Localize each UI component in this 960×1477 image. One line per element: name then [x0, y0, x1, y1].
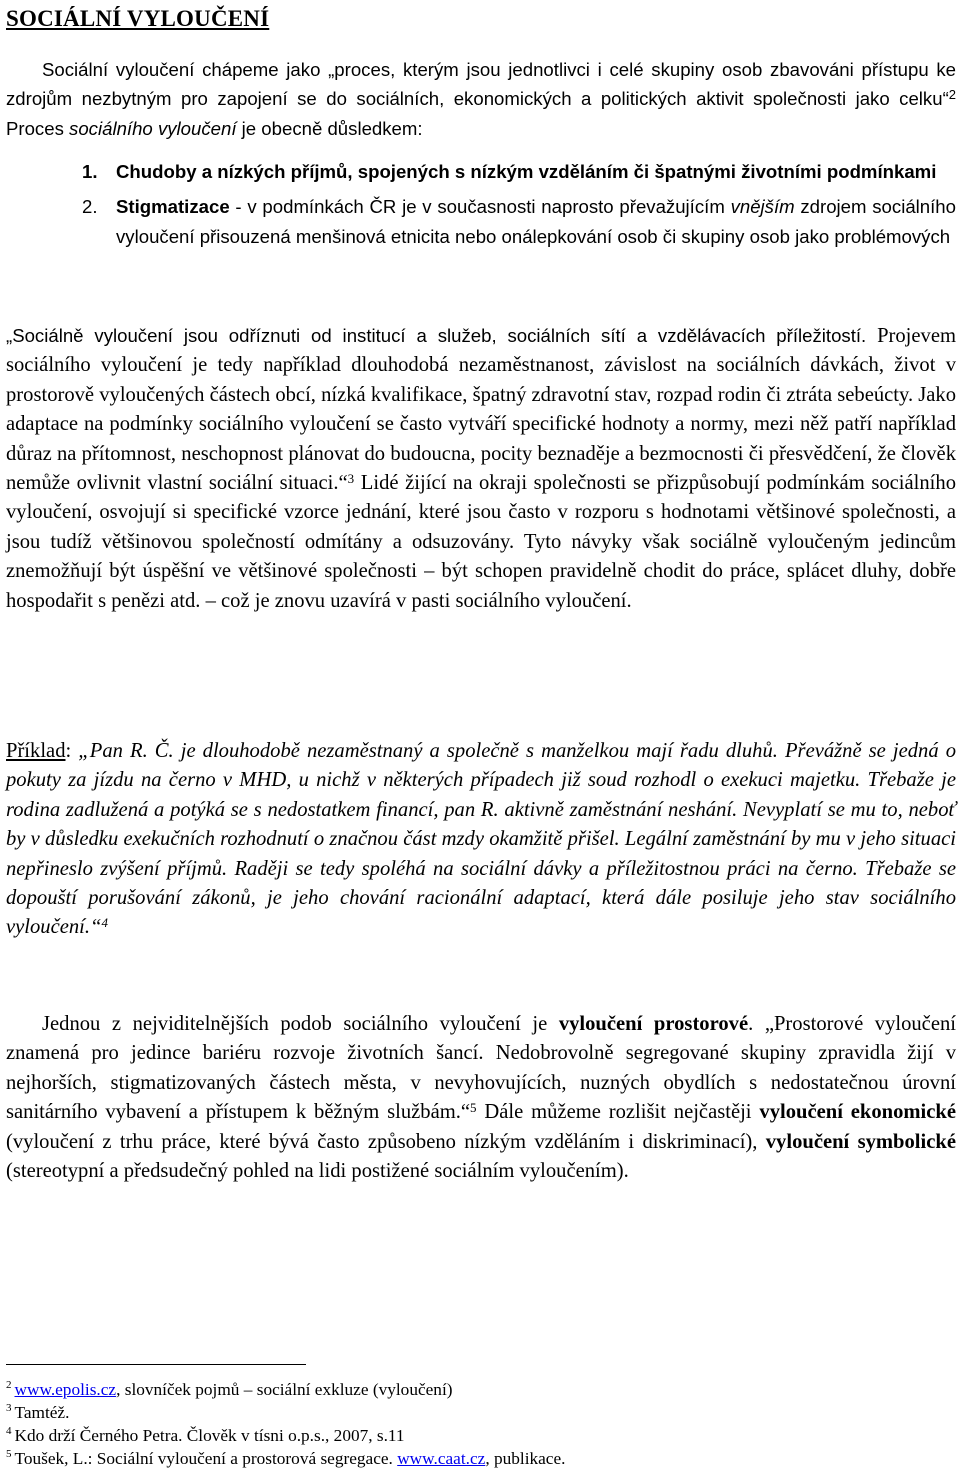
spatial-bold-3: vyloučení symbolické	[765, 1130, 956, 1153]
footnote-divider	[6, 1364, 306, 1365]
footnote-text: Tamtéž.	[14, 1403, 70, 1422]
spatial-text: Jednou z nejviditelnějších podob sociálního vyloučení je	[42, 1013, 559, 1035]
footnote-ref-3[interactable]: 3	[347, 471, 355, 487]
spatial-text-2: . „Prostorové vyloučení znamená pro jedince bariéru rozvoje životních šancí. Nedobrovolně segregované skupiny zpravidla žijí v nejhorších, stigmatizovaných částech města, v nevyhovujících, nuzných obydlích s nedostatečnou úrovní sanitárního vybavení a přístupem k běžným službám.“	[6, 1013, 956, 1124]
quote-sans-text: „Sociálně vyloučení jsou odříznuti od institucí a služeb, sociálních sítí a vzdělávacích příležitostí.	[6, 325, 867, 346]
footnotes	[6, 1378, 956, 1470]
list-number: 1.	[82, 161, 98, 182]
spatial-section	[6, 1010, 956, 1186]
footnote-ref-5[interactable]: 5	[470, 1100, 477, 1116]
intro-text-2: Proces	[6, 117, 70, 139]
footnote-text: , publikace.	[485, 1449, 566, 1468]
list-item	[6, 157, 956, 186]
footnote-ref-2[interactable]: 2	[948, 87, 956, 103]
footnote-ref-4[interactable]: 4	[101, 915, 108, 931]
example-text: „Pan R. Č. je dlouhodobě nezaměstnaný a společně s manželkou mají řadu dluhů. Převážně se jedná o pokuty za jízdu na černo v MHD, u nichž v některých případech již soud rozhodl o exekuci majetku. Třebaže je rodina zadlužená a potýká se s nedostatkem financí, pan R. aktivně zaměstnání neshání. Nevyplatí se mu to, neboť by v důsledku exekučních rozhodnutí o značnou část mzdy okamžitě přišel. Legální zaměstnání by mu v jeho situaci nepřineslo zvýšení příjmů. Raději se tedy spoléhá na sociální dávky a příležitostnou práci na černo. Třebaže se dopouští porušování zákonů, je jeho chování racionální adaptací, která dále posiluje jeho stav sociálního vyloučení.“	[6, 740, 956, 939]
intro-paragraph	[6, 55, 956, 143]
causes-list-section	[6, 157, 956, 251]
footnote-5	[6, 1447, 956, 1470]
list-item	[6, 192, 956, 251]
quote-section	[6, 321, 956, 616]
page-title: SOCIÁLNÍ VYLOUČENÍ	[6, 6, 270, 31]
intro-italic: sociálního vyloučení	[69, 117, 237, 139]
spatial-text-5: (stereotypní a předsudečný pohled na lidi postižené sociálním vyloučením).	[6, 1160, 629, 1183]
footnote-link[interactable]: www.caat.cz	[397, 1449, 486, 1468]
footnote-2	[6, 1378, 956, 1401]
footnote-text: , slovníček pojmů – sociální exkluze (vyloučení)	[116, 1380, 453, 1399]
spatial-bold-2: vyloučení ekonomické	[759, 1101, 957, 1124]
quote-paragraph	[6, 321, 956, 616]
quote-text-2: Lidé žijící na okraji společnosti se přizpůsobují podmínkám sociálního vyloučení, osvojují si specifické vzorce jednání, které jsou často v rozporu s hodnotami většinové společnosti, a jsou tudíž většinovou společností odmítány a odsuzovány. Tyto návyky však sociálně vyloučeným jedincům znemožňují být úspěšní ve většinové společnosti – být schopen pravidelně chodit do práce, splácet dluhy, dobře hospodařit s penězi atd. – což je znovu uzavírá v pasti sociálního vyloučení.	[6, 472, 956, 612]
cause-text: - v podmínkách ČR je v současnosti naprosto převažujícím	[229, 196, 731, 218]
footnote-number: 4	[6, 1425, 12, 1437]
footnote-text: Kdo drží Černého Petra. Člověk v tísni o.p.s., 2007, s.11	[14, 1426, 405, 1445]
footnote-number: 5	[6, 1448, 12, 1460]
quote-text: Projevem sociálního vyloučení je tedy například dlouhodobá nezaměstnanost, závislost na sociálních dávkách, život v prostorově vyloučených částech obcí, nízká kvalifikace, špatný zdravotní stav, rozpad rodin či ztráta sebeúcty. Jako adaptace na podmínky sociálního vyloučení se často vytváří specifické hodnoty a normy, mezi něž patří například důraz na přítomnost, neschopnost plánovat do budoucna, pocity beznaděje a bezmocnosti či přesvědčení, že člověk nemůže ovlivnit vlastní sociální situaci.“	[6, 325, 957, 495]
example-paragraph	[6, 737, 956, 943]
list-number: 2.	[82, 196, 98, 218]
example-colon: :	[65, 740, 72, 762]
footnote-number: 2	[6, 1379, 12, 1391]
footnote-3	[6, 1401, 956, 1424]
causes-list	[6, 157, 956, 251]
example-label: Příklad	[6, 740, 66, 762]
footnote-text-pre: Toušek, L.: Sociální vyloučení a prostorová segregace.	[14, 1449, 398, 1468]
spatial-paragraph	[6, 1010, 956, 1186]
intro-text: Sociální vyloučení chápeme jako „proces, kterým jsou jednotlivci i celé skupiny osob zbavováni přístupu ke zdrojům nezbytným pro zapojení se do sociálních, ekonomických a politických aktivit společnosti jako celku“	[6, 59, 956, 110]
spatial-bold-1: vyloučení prostorové	[558, 1013, 749, 1035]
cause-tail: zdrojem sociálního vyloučení přisouzená menšinová etnicita nebo onálepkování osob či skupiny osob jako problémových	[116, 196, 956, 247]
footnote-link[interactable]: www.epolis.cz	[14, 1380, 117, 1399]
intro-section	[6, 55, 956, 143]
spatial-text-3: Dále můžeme rozlišit nejčastěji	[476, 1101, 760, 1124]
cause-bold: Chudoby a nízkých příjmů, spojených s nízkým vzděláním či špatnými životními podmínkami	[116, 161, 937, 182]
cause-bold: Stigmatizace	[116, 196, 230, 218]
intro-text-3: je obecně důsledkem:	[236, 117, 423, 139]
footnote-4	[6, 1424, 956, 1447]
footnote-number: 3	[6, 1402, 12, 1414]
cause-italic: vnějším	[730, 196, 795, 218]
example-section	[6, 737, 956, 943]
spatial-text-4: (vyloučení z trhu práce, které bývá často způsobeno nízkým vzděláním i diskriminací),	[6, 1130, 766, 1153]
